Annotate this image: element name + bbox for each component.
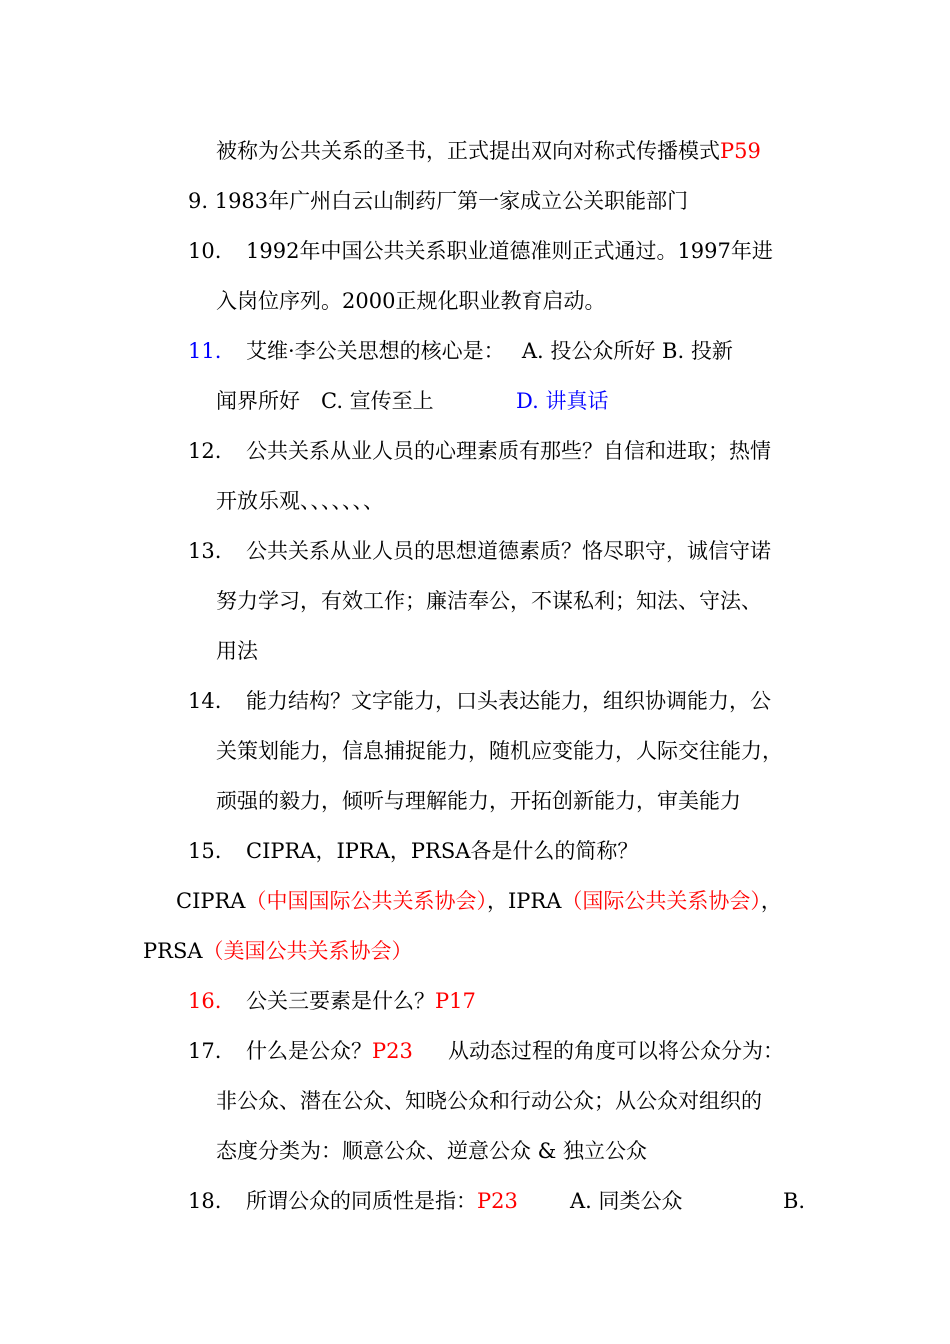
item-12-text: 公共关系从业人员的心理素质有那些？自信和进取；热情 xyxy=(246,439,771,463)
item-16-text: 公关三要素是什么？P17 xyxy=(246,989,476,1013)
item-10-text: 1992年中国公共关系职业道德准则正式通过。1997年进 xyxy=(246,239,773,263)
item-15-text: CIPRA，IPRA，PRSA各是什么的简称？ xyxy=(246,839,639,863)
item-11-text: 艾维·李公关思想的核心是： A. 投公众所好 B. 投新 xyxy=(246,339,733,363)
item-14-number: 14. xyxy=(188,689,222,713)
page-ref: P23 xyxy=(372,1039,413,1063)
item-15-answer-cont: PRSA（美国公共关系协会） xyxy=(143,939,413,963)
item-14-text: 能力结构？文字能力，口头表达能力，组织协调能力，公 xyxy=(246,689,771,713)
item-17-number: 17. xyxy=(188,1039,222,1063)
item-13-text: 公共关系从业人员的思想道德素质？恪尽职守，诚信守诺 xyxy=(246,539,771,563)
page-ref: P17 xyxy=(435,989,476,1013)
item-9 xyxy=(188,186,688,216)
item-14-cont2: 顽强的毅力，倾听与理解能力，开拓创新能力，审美能力 xyxy=(216,789,741,813)
item-10-number: 10. xyxy=(188,239,222,263)
page-ref: P59 xyxy=(720,139,761,163)
item-12-number: 12. xyxy=(188,439,222,463)
item-10-cont: 入岗位序列。2000正规化职业教育启动。 xyxy=(216,289,606,313)
item-14-cont: 关策划能力，信息捕捉能力，随机应变能力，人际交往能力， xyxy=(216,739,783,763)
item-15-answer: CIPRA（中国国际公共关系协会），IPRA（国际公共关系协会）， xyxy=(176,889,782,913)
item-11-cont: 闻界所好 C. 宣传至上 xyxy=(216,389,434,413)
item-13-number: 13. xyxy=(188,539,222,563)
item-18-number: 18. xyxy=(188,1189,222,1213)
item-18-text: 所谓公众的同质性是指：P23 xyxy=(246,1189,518,1213)
item-13-cont2: 用法 xyxy=(216,639,258,663)
line-1 xyxy=(216,136,761,166)
item-17-cont: 非公众、潜在公众、知晓公众和行动公众；从公众对组织的 xyxy=(216,1089,762,1113)
item-12-cont: 开放乐观、、、、、、、 xyxy=(216,489,384,513)
text: 9. 1983年广州白云山制药厂第一家成立公关职能部门 xyxy=(188,189,689,213)
text: 被称为公共关系的圣书，正式提出双向对称式传播模式 xyxy=(216,139,720,163)
item-11-number: 11. xyxy=(188,339,222,363)
item-17-tail: 从动态过程的角度可以将公众分为： xyxy=(448,1039,784,1063)
item-18-option-b: B. xyxy=(783,1189,806,1213)
item-17-text: 什么是公众？P23 xyxy=(246,1039,413,1063)
item-18-option-a: A. 同类公众 xyxy=(570,1189,683,1213)
item-15-number: 15. xyxy=(188,839,222,863)
item-11-answer: D. 讲真话 xyxy=(516,389,609,413)
item-16-number: 16. xyxy=(188,989,222,1013)
item-17-cont2: 态度分类为：顺意公众、逆意公众 & 独立公众 xyxy=(216,1139,648,1163)
item-13-cont: 努力学习，有效工作；廉洁奉公，不谋私利；知法、守法、 xyxy=(216,589,762,613)
page-ref: P23 xyxy=(477,1189,518,1213)
